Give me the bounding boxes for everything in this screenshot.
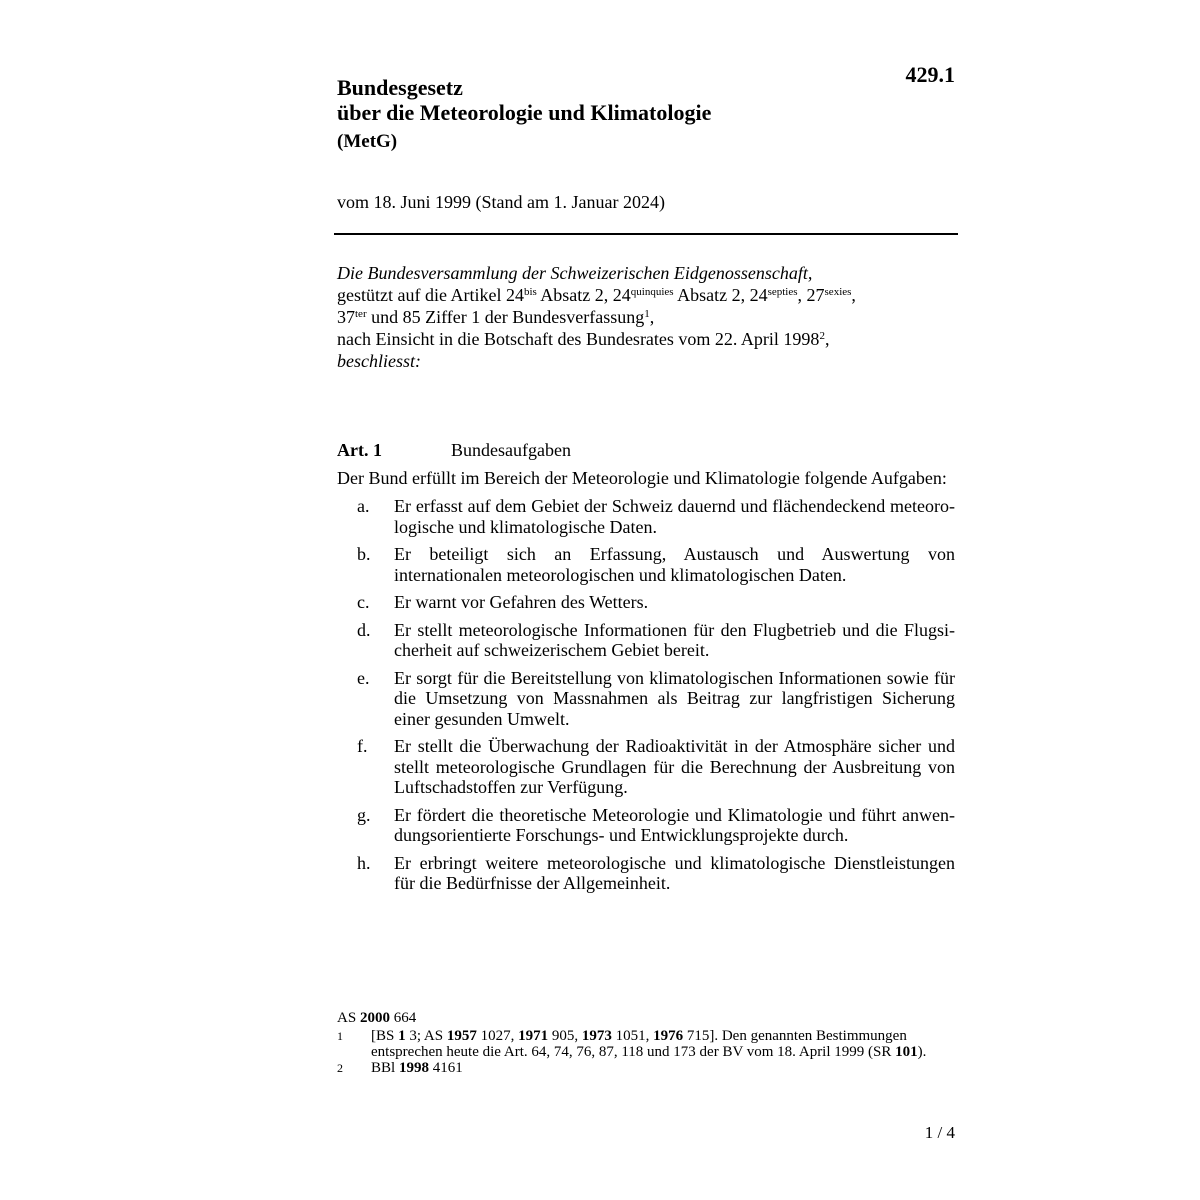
item-text: Er fördert die theoretische Meteorologie und Klimatologie und führt anwen-dungsorientierte Forschungs- und Entwicklungsprojekte durch.	[394, 804, 955, 845]
fn-text: 715]. Den genannten Bestimmungen entsprechen heute die Art. 64, 74, 76, 87, 118 und 173 der BV vom 18. April 1999 (SR	[371, 1028, 907, 1060]
footnotes	[337, 1010, 955, 1076]
footnote-text	[371, 1060, 955, 1076]
footnote-number: 2	[337, 1061, 343, 1075]
list-item	[337, 853, 955, 894]
item-label: f.	[357, 736, 368, 756]
preamble-text: Absatz 2, 24	[673, 285, 768, 305]
title-line-2: über die Meteorologie und Klimatologie	[337, 100, 712, 125]
preamble-text: , 27	[797, 285, 825, 305]
fn-text: [BS	[371, 1028, 399, 1044]
article-item-list	[337, 496, 955, 901]
fn-text: 1027,	[476, 1028, 519, 1044]
preamble-text: Absatz 2, 24	[536, 285, 631, 305]
preamble-text: ,	[824, 329, 830, 349]
fn-bold: 1	[398, 1028, 406, 1044]
law-title	[337, 75, 867, 154]
article-suffix: sexies	[824, 286, 852, 298]
title-line-1: Bundesgesetz	[337, 75, 463, 100]
article-number: Art. 1	[337, 440, 382, 460]
fn-text: AS	[337, 1010, 360, 1026]
article-heading	[337, 440, 957, 461]
footnote-ref-2[interactable]: 2	[819, 330, 825, 342]
item-label: a.	[357, 496, 370, 516]
item-label: h.	[357, 852, 371, 873]
preamble-line-1: Die Bundesversammlung der Schweizerischen Eidgenossenschaft,	[337, 263, 813, 283]
title-abbreviation: (MetG)	[337, 131, 398, 152]
date-line: vom 18. Juni 1999 (Stand am 1. Januar 2024)	[337, 192, 665, 212]
item-text: Er stellt die Überwachung der Radioaktivität in der Atmosphäre sicher und stellt meteorologische Grundlagen für die Berechnung der Ausbreitung von Luftschadstoffen zur Verfügung.	[394, 736, 955, 797]
fn-bold: 1971	[518, 1028, 549, 1044]
item-text: Er beteiligt sich an Erfassung, Austausch und Auswertung von internationalen meteorologischen und klimatologischen Daten.	[394, 544, 955, 585]
preamble-line-4	[337, 328, 937, 350]
preamble-text: nach Einsicht in die Botschaft des Bundesrates vom 22. April 1998	[337, 329, 820, 349]
item-label: e.	[357, 667, 370, 688]
list-item	[337, 620, 955, 661]
preamble-text: ,	[851, 285, 856, 305]
list-item	[337, 496, 955, 537]
fn-bold: 1973	[581, 1028, 612, 1044]
fn-bold: 2000	[359, 1010, 390, 1026]
footnote-1	[337, 1028, 955, 1060]
fn-text: ).	[917, 1044, 927, 1060]
fn-text: 664	[389, 1010, 417, 1026]
list-item	[337, 592, 955, 613]
preamble-text: ,	[649, 307, 655, 327]
preamble-text: und 85 Ziffer 1 der Bundesverfassung	[366, 307, 645, 327]
footnote-text	[371, 1028, 955, 1060]
preamble-text: 37	[337, 307, 355, 327]
item-text: Er erfasst auf dem Gebiet der Schweiz dauernd und flächendeckend meteoro-logische und klimatologische Daten.	[394, 496, 955, 537]
fn-bold: 101	[895, 1044, 918, 1060]
item-label: d.	[357, 619, 371, 640]
preamble-line-5: beschliesst:	[337, 351, 421, 371]
list-item	[337, 736, 955, 798]
sr-number: 429.1	[905, 62, 955, 87]
page-number: 1 / 4	[924, 1123, 955, 1142]
list-item	[337, 805, 955, 846]
article-title: Bundesaufgaben	[451, 440, 571, 460]
official-compilation-ref	[337, 1010, 955, 1026]
header-divider	[334, 233, 958, 235]
article-suffix: septies	[767, 286, 798, 298]
preamble-line-3	[337, 306, 937, 328]
list-item	[337, 668, 955, 730]
preamble-text: gestützt auf die Artikel 24	[337, 285, 524, 305]
fn-bold: 1998	[398, 1060, 429, 1076]
item-text: Er erbringt weitere meteorologische und klimatologische Dienstleistungen für die Bedürfnisse der Allgemeinheit.	[394, 852, 955, 893]
footnote-2	[337, 1060, 955, 1076]
item-text: Er sorgt für die Bereitstellung von klimatologischen Informationen sowie für die Umsetzung von Massnahmen als Beitrag zur langfristigen Sicherung einer gesunden Umwelt.	[394, 667, 955, 729]
preamble-line-2	[337, 284, 937, 306]
list-item	[337, 544, 955, 585]
article-suffix: bis	[523, 286, 537, 298]
fn-bold: 1957	[446, 1028, 477, 1044]
fn-bold: 1976	[653, 1028, 684, 1044]
preamble	[337, 262, 937, 372]
article-intro: Der Bund erfüllt im Bereich der Meteorologie und Klimatologie folgende Aufgaben:	[337, 468, 947, 488]
fn-text: 3; AS	[405, 1028, 447, 1044]
fn-text: BBl	[371, 1060, 399, 1076]
item-text: Er warnt vor Gefahren des Wetters.	[394, 592, 649, 612]
article-suffix: ter	[355, 308, 367, 320]
item-label: c.	[357, 592, 370, 612]
item-label: b.	[357, 544, 371, 564]
fn-text: 1051,	[611, 1028, 654, 1044]
article-suffix: quinquies	[630, 286, 674, 298]
footnote-ref-1[interactable]: 1	[644, 308, 650, 320]
item-text: Er stellt meteorologische Informationen für den Flugbetrieb und die Flugsi-cherheit auf schweizerischem Gebiet bereit.	[394, 619, 955, 660]
item-label: g.	[357, 804, 371, 825]
footnote-number: 1	[337, 1029, 343, 1043]
fn-text: 905,	[548, 1028, 582, 1044]
fn-text: 4161	[428, 1060, 463, 1076]
